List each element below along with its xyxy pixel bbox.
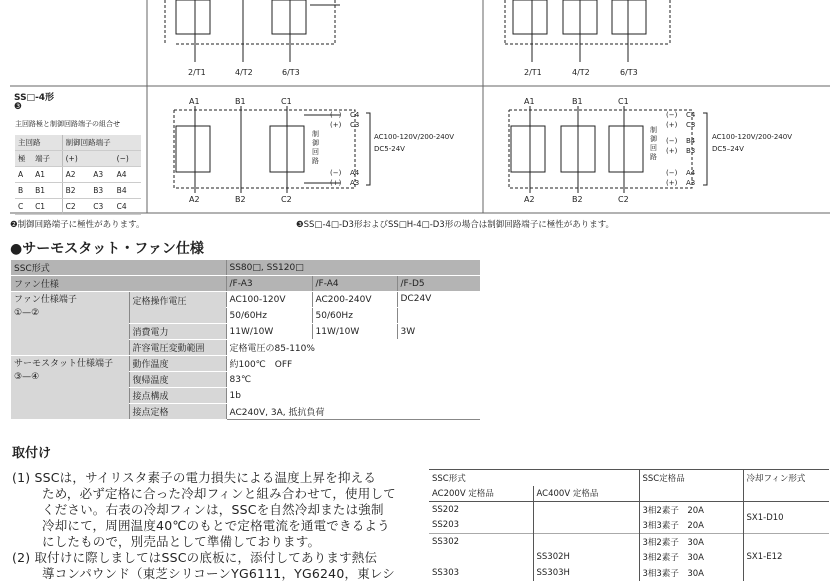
cell: 冷却フィン形式 [743, 470, 829, 502]
cell: B1 [32, 183, 62, 199]
table-row [11, 292, 480, 308]
thermostat-fan-spec-table [11, 260, 480, 420]
voltage-label: DC5-24V [374, 145, 405, 153]
paragraph-line: にしたもので，別売品として準備しております。 [42, 534, 321, 549]
polarity-label: (−) [330, 169, 342, 177]
cell: AC200-240V [312, 292, 397, 308]
cooling-fin-table [429, 469, 829, 581]
cell: 11W/10W [312, 324, 397, 340]
cell: B4 [114, 183, 141, 199]
cell: SSC形式 [11, 260, 226, 276]
ctrl-terminal: B3 [686, 147, 696, 155]
cell: 50/60Hz [312, 308, 397, 324]
cell: B3 [90, 183, 113, 199]
cell: 許容電圧変動範囲 [129, 340, 226, 356]
cell [533, 502, 639, 518]
cell: C3 [90, 199, 113, 215]
cell: 1b [226, 388, 480, 404]
polarity-label: (+) [666, 121, 678, 129]
cell: A4 [114, 167, 141, 183]
polarity-label: (−) [666, 137, 678, 145]
cell: SX1-D10 [743, 502, 829, 534]
terminal-label: B1 [235, 97, 246, 106]
mount-title: 取付け [12, 446, 52, 461]
cell: 3相3素子 20A [639, 518, 743, 534]
cell: 3W [397, 324, 480, 340]
cell: A1 [32, 167, 62, 183]
cell: SX1-E12 [743, 534, 829, 581]
table-row [15, 183, 141, 199]
polarity-label: (−) [666, 169, 678, 177]
table-row [429, 502, 829, 518]
cell: A2 [62, 167, 90, 183]
paragraph-line: ため，必ず定格に合った冷却フィンと組み合わせて，使用して [42, 486, 396, 501]
cell: B [15, 183, 32, 199]
combo-head: 端子 [32, 151, 62, 167]
cell: A [15, 167, 32, 183]
ctrl-terminal: B4 [686, 137, 696, 145]
cell: SS202 [432, 504, 460, 515]
polarity-label: (+) [666, 179, 678, 187]
paragraph-line: ください。右表の冷却フィンは，SSCを自然冷却または強制 [42, 502, 384, 517]
cell: 約100℃ OFF [226, 356, 480, 372]
cell: 3相3素子 30A [639, 565, 743, 581]
cell: 50/60Hz [226, 308, 312, 324]
paragraph-line: 冷却にて，周囲温度40℃のもとで定格電流を通電できるよう [42, 518, 390, 533]
cell: 3相2素子 30A [639, 550, 743, 566]
cell: 接点構成 [129, 388, 226, 404]
ctrl-circuit-label: 制御回路 [650, 126, 657, 161]
terminal-label: B2 [235, 195, 246, 204]
fan-terminal-nums: ①—② [14, 308, 40, 318]
combo-head: (−) [114, 151, 141, 167]
table-row [15, 199, 141, 215]
terminal-label: 2/T1 [188, 68, 206, 77]
section-title: ●サーモスタット・ファン仕様 [10, 241, 204, 257]
cell: C [15, 199, 32, 215]
cell: SS303H [533, 565, 639, 581]
cell: 83℃ [226, 372, 480, 388]
terminal-label: A1 [189, 97, 200, 106]
cell: SS302 [429, 534, 533, 550]
cell [429, 550, 533, 566]
cell: A3 [90, 167, 113, 183]
cell: C4 [114, 199, 141, 215]
paragraph-line: (1) SSCは，サイリスタ素子の電力損失による温度上昇を抑える [12, 470, 377, 485]
polarity-label: (+) [330, 121, 342, 129]
cell: SS80□, SS120□ [226, 260, 480, 276]
terminal-label: C1 [281, 97, 292, 106]
voltage-label: AC100-120V/200-240V [374, 133, 454, 141]
cell: 定格電圧の85-110% [226, 340, 480, 356]
polarity-label: (+) [666, 147, 678, 155]
terminal-label: 4/T2 [235, 68, 253, 77]
terminal-label: C2 [618, 195, 629, 204]
terminal-label: A2 [524, 195, 535, 204]
paragraph-line: 導コンパウンド（東芝シリコーンYG6111，YG6240，東レシ [42, 566, 395, 581]
mount-paragraph [12, 470, 402, 582]
circle-number: ❸ [14, 102, 23, 112]
cell: C2 [62, 199, 90, 215]
terminal-label: C1 [618, 97, 629, 106]
polarity-label: (−) [330, 111, 342, 119]
combo-head: 極 [15, 151, 32, 167]
polarity-label: (−) [666, 111, 678, 119]
ctrl-terminal: A4 [350, 169, 360, 177]
cell: SS302H [533, 550, 639, 566]
cell: DC24V [397, 292, 480, 324]
ctrl-terminal: A3 [686, 179, 696, 187]
ss4-title: SS□-4形 [14, 93, 55, 103]
cell: AC240V, 3A, 抵抗負荷 [226, 404, 480, 420]
combo-head: (+) [62, 151, 90, 167]
cell: /F-A4 [312, 276, 397, 292]
cell: C1 [32, 199, 62, 215]
cell: AC400V 定格品 [533, 486, 639, 502]
terminal-label: C2 [281, 195, 292, 204]
cell: /F-A3 [226, 276, 312, 292]
ctrl-circuit-label: 制御回路 [312, 130, 319, 165]
terminal-label: A2 [189, 195, 200, 204]
cell: AC200V 定格品 [429, 486, 533, 502]
combo-head: 制御回路端子 [62, 135, 141, 151]
cell [533, 534, 639, 550]
ctrl-terminal: C4 [686, 111, 696, 119]
ctrl-terminal: A3 [350, 179, 360, 187]
cell: SSC定格品 [639, 470, 743, 502]
thermostat-terminal-nums: ③—④ [14, 372, 40, 382]
terminal-label: A1 [524, 97, 535, 106]
ctrl-terminal: A4 [686, 169, 696, 177]
cell [11, 356, 129, 420]
polarity-note: ❷制御回路端子に極性があります。 [10, 220, 145, 230]
combo-table [15, 135, 141, 215]
cell [533, 518, 639, 534]
table-row [11, 260, 480, 276]
terminal-label: 2/T1 [524, 68, 542, 77]
polarity-label: (+) [330, 179, 342, 187]
terminal-label: B1 [572, 97, 583, 106]
cell: SSC形式 [429, 470, 639, 486]
paragraph-line: (2) 取付けに際しましてはSSCの底板に，添付してあります熱伝 [12, 550, 378, 565]
cell: 接点定格 [129, 404, 226, 420]
terminal-label: B2 [572, 195, 583, 204]
cell: 消費電力 [129, 324, 226, 340]
fan-terminal-label: ファン仕様端子 [14, 295, 77, 305]
terminal-label: 6/T3 [282, 68, 300, 77]
polarity-note: ❸SS□-4□-D3形およびSS□H-4□-D3形の場合は制御回路端子に極性があります。 [296, 220, 615, 230]
terminal-label: 6/T3 [620, 68, 638, 77]
terminal-label: 4/T2 [572, 68, 590, 77]
thermostat-terminal-label: サーモスタット仕様端子 [14, 359, 114, 369]
cell: 動作温度 [129, 356, 226, 372]
table-row [11, 276, 480, 292]
ctrl-terminal: C3 [686, 121, 696, 129]
combo-head: 主回路 [15, 135, 62, 151]
cell: AC100-120V [226, 292, 312, 308]
voltage-label: AC100-120V/200-240V [712, 133, 792, 141]
combo-caption: 主回路極と制御回路端子の組合せ [15, 120, 120, 128]
cell [11, 292, 129, 356]
cell: ファン仕様 [11, 276, 226, 292]
cell: 11W/10W [226, 324, 312, 340]
cell: SS203 [432, 520, 460, 531]
ctrl-terminal: C4 [350, 111, 360, 119]
table-row [15, 167, 141, 183]
voltage-label: DC5–24V [712, 145, 744, 153]
cell: 3相2素子 30A [639, 534, 743, 550]
cell: /F-D5 [397, 276, 480, 292]
cell: B2 [62, 183, 90, 199]
cell: 3相2素子 20A [639, 502, 743, 518]
table-row [11, 356, 480, 372]
table-row [429, 534, 829, 550]
cell: 定格操作電圧 [129, 292, 226, 324]
cell: SS303 [432, 567, 460, 578]
table-row [429, 470, 829, 486]
ctrl-terminal: C3 [350, 121, 360, 129]
cell: 復帰温度 [129, 372, 226, 388]
